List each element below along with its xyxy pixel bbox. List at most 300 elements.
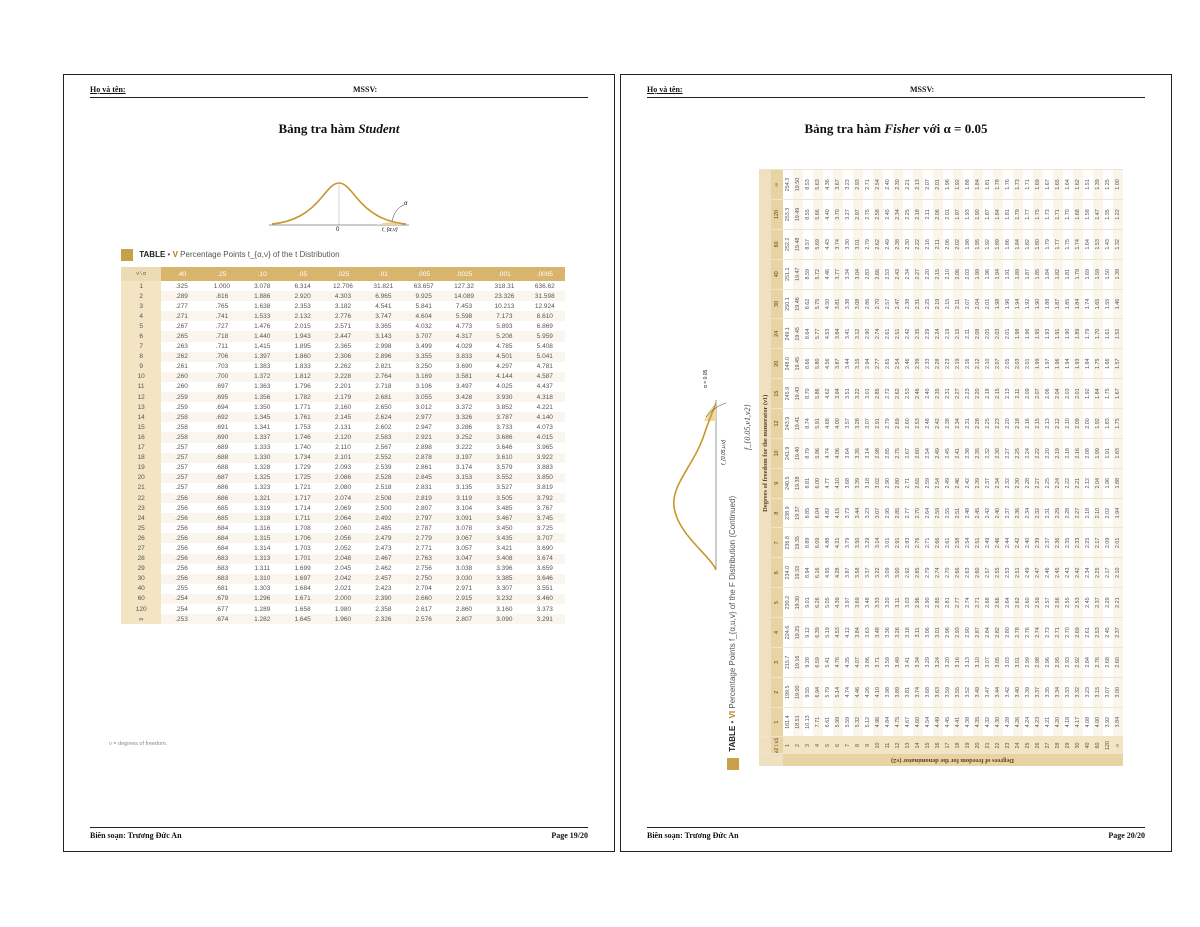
row-label: 25	[1023, 737, 1033, 754]
table-cell: 3.707	[525, 533, 565, 543]
table-cell: 2.45	[883, 200, 893, 230]
table-cell: 2.87	[973, 618, 983, 648]
table-cell: 1.796	[294, 383, 311, 391]
table-cell: 3.833	[444, 352, 484, 362]
table-cell: 2.16	[1023, 409, 1033, 439]
table-cell: 1.740	[294, 444, 311, 452]
column-header: .01	[363, 267, 403, 281]
table-cell: .277	[175, 302, 188, 310]
table-cell: 3.73	[843, 498, 853, 528]
table-cell: 3.49	[893, 647, 903, 677]
table-row	[121, 564, 565, 574]
table-cell: 1.91	[1103, 438, 1113, 468]
table-cell: 2.42	[983, 498, 993, 528]
table-cell: 2.78	[1013, 618, 1023, 648]
table-cell: 2.358	[375, 605, 392, 613]
row-label: 30	[1073, 737, 1083, 754]
table-cell: 19.47	[793, 259, 803, 289]
page-header	[647, 83, 1145, 98]
table-cell: 2.16	[963, 349, 973, 379]
table-cell: 2.96	[1043, 647, 1053, 677]
row-label: 30	[121, 574, 161, 584]
table-cell: 2.43	[893, 259, 903, 289]
table-cell: 2.56	[1053, 588, 1063, 618]
table-cell: 2.06	[1043, 379, 1053, 409]
row-label: ∞	[1113, 737, 1123, 754]
table-cell: .685	[215, 504, 229, 512]
table-cell: 2.90	[883, 468, 893, 498]
table-cell: 1.99	[1093, 438, 1103, 468]
table-row	[813, 170, 823, 767]
table-cell: 248.0	[783, 349, 793, 379]
table-cell: 3.92	[1103, 707, 1113, 737]
table-cell: 2.518	[375, 484, 392, 492]
table-cell: 1.78	[993, 170, 1003, 200]
row-label: 5	[823, 737, 833, 754]
table-cell: 3.51	[843, 379, 853, 409]
table-cell: 2.51	[893, 319, 903, 349]
table-cell: 1.53	[1093, 229, 1103, 259]
table-cell: 2.29	[1053, 498, 1063, 528]
table-cell: 1.328	[254, 464, 271, 472]
table-cell: 2.20	[973, 379, 983, 409]
table-cell: 2.528	[363, 473, 403, 483]
table-cell: 2.583	[363, 432, 403, 442]
row-label: 15	[121, 422, 161, 432]
table-cell: 1.73	[1043, 200, 1053, 230]
table-cell: 4.75	[893, 707, 903, 737]
table-cell: 2.18	[983, 379, 993, 409]
table-cell: .256	[175, 504, 188, 512]
table-cell: 3.747	[363, 311, 403, 321]
table-cell: 2.179	[323, 392, 363, 402]
table-cell: 2.779	[404, 533, 444, 543]
table-cell: 4.32	[983, 707, 993, 737]
table-cell: 3.07	[983, 647, 993, 677]
table-cell: 2.15	[993, 379, 1003, 409]
table-cell: 1.330	[242, 453, 282, 463]
table-cell: 2.46	[1043, 558, 1053, 588]
table-cell: 4.82	[823, 498, 833, 528]
column-header: .10	[242, 267, 282, 281]
table-cell: 2.04	[1093, 468, 1103, 498]
table-cell: 2.42	[1013, 528, 1023, 558]
table-row	[121, 463, 565, 473]
table-cell: 243.9	[783, 409, 793, 439]
table-cell: 3.690	[536, 544, 553, 552]
row-label: 10	[121, 372, 161, 382]
table-cell: .683	[202, 574, 242, 584]
fisher-table-rotated	[727, 160, 1163, 780]
table-cell: 3.37	[863, 558, 873, 588]
table-row	[1093, 170, 1103, 767]
table-cell: 4.501	[484, 352, 524, 362]
table-cell: 3.40	[1013, 677, 1023, 707]
table-cell: 3.18	[903, 618, 913, 648]
table-row	[121, 594, 565, 604]
fisher-table-caption: TABLE • VI Percentage Points f_{α,u,v} of the F Distribution (Continued)	[727, 496, 741, 770]
table-cell: 2.24	[1023, 438, 1033, 468]
table-cell: 4.68	[823, 409, 833, 439]
table-cell: .260	[175, 383, 188, 391]
table-cell: 8.94	[803, 558, 813, 588]
table-cell: .706	[202, 352, 242, 362]
table-cell: 2.63	[963, 558, 973, 588]
table-cell: 3.23	[1083, 677, 1093, 707]
table-cell: 4.604	[404, 311, 444, 321]
table-cell: 1.315	[242, 533, 282, 543]
table-cell: 1.81	[1063, 259, 1073, 289]
table-cell: 1.51	[1083, 170, 1093, 200]
table-cell: 2.90	[963, 618, 973, 648]
table-cell: 2.79	[863, 229, 873, 259]
table-cell: 4.67	[903, 707, 913, 737]
table-cell: 2.12	[973, 349, 983, 379]
table-cell: 4.88	[823, 528, 833, 558]
table-cell: 3.37	[1033, 677, 1043, 707]
table-row	[121, 352, 565, 362]
table-cell: 2.53	[913, 409, 923, 439]
table-cell: .258	[161, 432, 201, 442]
table-cell: 2.28	[933, 349, 943, 379]
table-cell: 2.43	[1063, 558, 1073, 588]
table-row	[843, 170, 853, 767]
row-label: 5	[121, 321, 161, 331]
table-cell: 5.41	[823, 647, 833, 677]
table-cell: 2.66	[933, 528, 943, 558]
table-cell: .254	[161, 594, 201, 604]
table-cell: 3.44	[843, 349, 853, 379]
table-cell: 19.25	[793, 618, 803, 648]
table-cell: 1.383	[254, 363, 271, 371]
table-cell: 2.539	[375, 464, 392, 472]
table-cell: 3.24	[933, 647, 943, 677]
table-cell: 2.16	[1073, 438, 1083, 468]
table-cell: 2.70	[873, 289, 883, 319]
table-cell: 3.965	[536, 444, 553, 452]
table-cell: 2.60	[973, 558, 983, 588]
table-cell: 318.31	[494, 282, 515, 290]
table-cell: 9.12	[803, 618, 813, 648]
table-cell: 2.48	[963, 498, 973, 528]
row-label: 26	[121, 533, 161, 543]
table-cell: 3.01	[883, 528, 893, 558]
table-cell: 7.173	[484, 311, 524, 321]
table-cell: 3.23	[843, 170, 853, 200]
table-cell: 2.71	[903, 468, 913, 498]
table-cell: 1.310	[242, 574, 282, 584]
table-cell: 4.318	[525, 392, 565, 402]
table-cell: 2.160	[334, 403, 352, 411]
table-cell: 1.70	[1093, 319, 1103, 349]
table-cell: 1.85	[1063, 289, 1073, 319]
table-cell: 3.84	[1113, 707, 1123, 737]
table-cell: 2.17	[1103, 558, 1113, 588]
table-cell: 2.29	[923, 319, 933, 349]
table-cell: 2.85	[913, 558, 923, 588]
table-cell: .255	[175, 585, 188, 593]
table-cell: 4.84	[883, 707, 893, 737]
table-cell: .254	[175, 605, 188, 613]
caption-roman: VI	[728, 710, 738, 719]
row-label: 6	[833, 737, 843, 754]
row-label: 21	[983, 737, 993, 754]
table-cell: 2.11	[933, 229, 943, 259]
table-cell: 2.13	[913, 170, 923, 200]
table-cell: 2.55	[1063, 588, 1073, 618]
name-label: Họ và tên:	[647, 85, 683, 94]
table-cell: 1.645	[282, 614, 322, 624]
table-cell: 3.14	[873, 528, 883, 558]
table-cell: 4.17	[1073, 707, 1083, 737]
table-cell: 2.24	[1053, 468, 1063, 498]
table-cell: 2.110	[335, 444, 351, 452]
table-cell: 2.624	[363, 412, 403, 422]
table-cell: 3.03	[903, 588, 913, 618]
table-cell: .686	[202, 493, 242, 503]
table-cell: 240.5	[783, 468, 793, 498]
row-label: 6	[121, 331, 161, 341]
table-cell: 3.883	[536, 464, 553, 472]
table-cell: 2.34	[1083, 558, 1093, 588]
table-cell: 3.922	[525, 453, 565, 463]
table-row	[913, 170, 923, 767]
table-cell: 2.15	[1033, 409, 1043, 439]
table-cell: 2.750	[404, 574, 444, 584]
row-label: 20	[121, 473, 161, 483]
table-cell: .258	[161, 412, 201, 422]
table-cell: .703	[215, 363, 229, 371]
table-cell: 3.659	[536, 565, 553, 573]
table-cell: 3.77	[833, 259, 843, 289]
table-cell: 6.09	[813, 528, 823, 558]
table-cell: 2.32	[1033, 498, 1043, 528]
row-label: 9	[121, 362, 161, 372]
table-cell: 5.72	[813, 259, 823, 289]
table-cell: 1.671	[282, 594, 322, 604]
table-cell: 3.232	[484, 594, 524, 604]
column-header: 20	[771, 349, 783, 379]
table-cell: 1.318	[242, 513, 282, 523]
table-cell: 4.41	[953, 707, 963, 737]
table-cell: 215.7	[783, 647, 793, 677]
caption-roman: V	[172, 250, 178, 260]
table-cell: 2.70	[943, 558, 953, 588]
table-cell: 10.13	[803, 707, 813, 737]
table-row	[121, 584, 565, 594]
table-cell: .262	[161, 352, 201, 362]
table-cell: 1.81	[1003, 200, 1013, 230]
table-cell: 2.42	[963, 468, 973, 498]
table-cell: 3.58	[853, 558, 863, 588]
table-cell: 1.697	[282, 574, 322, 584]
table-cell: 2.65	[913, 468, 923, 498]
table-cell: 1.703	[294, 544, 311, 552]
table-cell: 2.01	[1003, 319, 1013, 349]
table-cell: 9.01	[803, 588, 813, 618]
table-cell: 4.36	[823, 170, 833, 200]
table-cell: 2.30	[893, 170, 903, 200]
row-label: 24	[1013, 737, 1023, 754]
table-cell: 4.56	[823, 349, 833, 379]
table-cell: 2.20	[923, 259, 933, 289]
table-cell: 2.19	[943, 319, 953, 349]
table-cell: 9.925	[404, 291, 444, 301]
table-cell: 2.79	[883, 409, 893, 439]
column-header: .025	[323, 267, 363, 281]
table-cell: 2.021	[334, 585, 352, 593]
table-cell: 1.746	[282, 432, 322, 442]
table-cell: 4.38	[963, 707, 973, 737]
table-cell: 5.959	[525, 331, 565, 341]
table-cell: 2.069	[334, 504, 352, 512]
table-cell: 2.131	[334, 423, 352, 431]
row-label: 19	[121, 463, 161, 473]
table-cell: 1.57	[1113, 349, 1123, 379]
table-cell: 1.25	[1103, 170, 1113, 200]
table-cell: 1.32	[1113, 229, 1123, 259]
table-cell: 3.59	[943, 677, 953, 707]
table-cell: 2.01	[943, 200, 953, 230]
table-cell: 3.690	[455, 363, 473, 371]
table-cell: 2.32	[983, 438, 993, 468]
table-cell: 2.11	[1013, 379, 1023, 409]
table-cell: 2.365	[334, 343, 352, 351]
table-cell: .258	[175, 423, 188, 431]
curve-path	[674, 403, 716, 570]
table-cell: 19.45	[793, 349, 803, 379]
curve-f-label: f_{0.05,u,v}	[721, 439, 727, 465]
table-cell: 1.980	[334, 605, 352, 613]
row-label: 14	[913, 737, 923, 754]
table-cell: 2.53	[903, 379, 913, 409]
table-cell: 1.84	[1013, 229, 1023, 259]
table-cell: 3.725	[536, 524, 553, 532]
table-cell: 2.552	[363, 453, 403, 463]
table-cell: 3.05	[993, 647, 1003, 677]
table-cell: 3.505	[484, 493, 524, 503]
table-cell: 1.69	[1033, 170, 1043, 200]
table-cell: 4.39	[833, 588, 843, 618]
table-row	[1033, 170, 1043, 767]
table-cell: 2.18	[913, 200, 923, 230]
table-cell: 3.02	[873, 468, 883, 498]
table-cell: 8.62	[803, 289, 813, 319]
table-cell: 1.706	[282, 533, 322, 543]
table-cell: 2.97	[853, 200, 863, 230]
table-cell: 2.98	[873, 438, 883, 468]
table-cell: 2.40	[883, 170, 893, 200]
table-cell: 2.30	[993, 438, 1003, 468]
column-header: 60	[771, 229, 783, 259]
curve-alpha-label: α	[404, 201, 408, 207]
row-label: 3	[803, 737, 813, 754]
table-cell: 5.19	[823, 618, 833, 648]
table-cell: 5.893	[496, 322, 513, 330]
table-cell: 3.355	[404, 352, 444, 362]
table-cell: 2.10	[983, 349, 993, 379]
column-header: 4	[771, 618, 783, 648]
student-table	[121, 267, 565, 624]
table-cell: 2.28	[973, 409, 983, 439]
table-cell: 3.460	[525, 594, 565, 604]
denominator-title	[783, 754, 1123, 766]
table-cell: 2.51	[973, 528, 983, 558]
table-cell: 2.25	[903, 200, 913, 230]
table-cell: 3.09	[883, 558, 893, 588]
table-cell: 2.40	[993, 498, 1003, 528]
table-cell: 3.14	[863, 438, 873, 468]
table-cell: 1.22	[1113, 200, 1123, 230]
table-cell: 1.91	[1053, 319, 1063, 349]
table-cell: 1.708	[294, 524, 311, 532]
table-cell: 5.59	[843, 707, 853, 737]
table-cell: 3.64	[843, 438, 853, 468]
table-cell: 2.25	[1083, 528, 1093, 558]
table-cell: 1.98	[963, 229, 973, 259]
row-label: 13	[121, 402, 161, 412]
table-cell: 3.35	[1043, 677, 1053, 707]
table-cell: 1.282	[242, 614, 282, 624]
table-cell: 3.29	[923, 647, 933, 677]
table-cell: 1.94	[993, 259, 1003, 289]
table-cell: 2.40	[1023, 528, 1033, 558]
table-cell: 4.144	[484, 372, 524, 382]
table-cell: 3.20	[943, 647, 953, 677]
table-cell: .257	[161, 453, 201, 463]
row-label: 20	[973, 737, 983, 754]
table-cell: 19.45	[793, 319, 803, 349]
table-cell: 3.63	[933, 677, 943, 707]
table-cell: 2.37	[983, 468, 993, 498]
table-row	[121, 554, 565, 564]
table-cell: 2.72	[883, 379, 893, 409]
row-label: 29	[121, 564, 161, 574]
table-cell: 2.473	[375, 544, 392, 552]
table-cell: 1.96	[1103, 468, 1113, 498]
table-cell: 2.00	[1083, 409, 1093, 439]
table-cell: 4.26	[1013, 707, 1023, 737]
table-cell: 63.657	[413, 282, 434, 290]
row-label: 1	[783, 737, 793, 754]
table-cell: 18.51	[793, 707, 803, 737]
table-cell: .690	[202, 432, 242, 442]
table-cell: 1.93	[1073, 349, 1083, 379]
table-cell: 1.95	[1033, 319, 1043, 349]
table-cell: 5.208	[484, 331, 524, 341]
table-row	[883, 170, 893, 767]
table-cell: 2.861	[415, 464, 432, 472]
table-cell: 4.10	[873, 677, 883, 707]
table-cell: .271	[161, 311, 201, 321]
table-cell: 19.37	[793, 498, 803, 528]
table-cell: 3.70	[833, 200, 843, 230]
table-row	[863, 170, 873, 767]
table-cell: 2.12	[1053, 409, 1063, 439]
table-cell: 2.76	[1023, 618, 1033, 648]
table-cell: 2.49	[1023, 558, 1033, 588]
row-label: 28	[1053, 737, 1063, 754]
column-header: .0025	[444, 267, 484, 281]
table-cell: 4.53	[833, 618, 843, 648]
curve-t-label: t_{α,ν}	[382, 227, 398, 233]
row-label: ∞	[121, 614, 161, 624]
table-cell: 3.450	[496, 524, 513, 532]
table-cell: 2.40	[923, 379, 933, 409]
table-cell: 3.01	[1013, 647, 1023, 677]
table-cell: .681	[215, 585, 229, 593]
table-cell: 2.831	[415, 484, 432, 492]
